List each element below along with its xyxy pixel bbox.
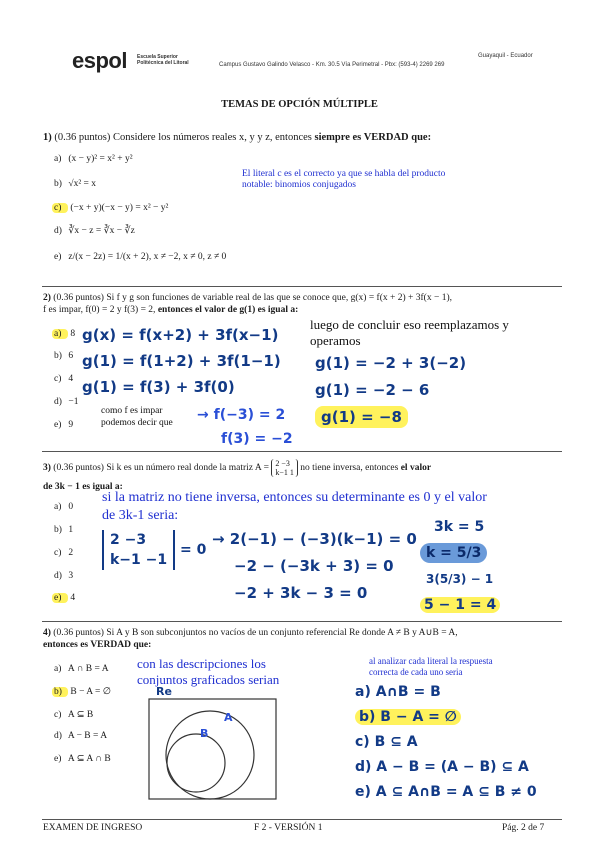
espol-logo: espol: [72, 48, 127, 73]
det-equals: = 0: [180, 542, 207, 558]
work-line: −2 − (−3k + 3) = 0: [234, 557, 394, 575]
footer-left: EXAMEN DE INGRESO: [43, 823, 143, 833]
question-text: (0.36 puntos) Si f y g son funciones de variable real de las que se conoce que, g(x) = f(x + 2) + 3f(x − 1),: [53, 293, 452, 303]
option-label: e): [54, 420, 62, 430]
divider: [42, 621, 562, 622]
q4-note-right: [369, 656, 493, 678]
referential-set-box: [149, 699, 276, 799]
q4-option-b: [52, 686, 111, 697]
option-text: 0: [68, 502, 74, 512]
q3-option-c: [54, 548, 73, 558]
q2-option-e: [54, 420, 73, 430]
note-line: notable: binomios conjugados: [242, 180, 356, 190]
option-label: e): [54, 754, 62, 764]
q3-handwritten-determinant: [102, 530, 206, 570]
divider: [42, 286, 562, 287]
question-number: 1): [43, 132, 52, 143]
q2-handwritten-work-left: [82, 322, 281, 400]
divider: [42, 451, 562, 452]
option-text: 1: [68, 525, 74, 535]
option-label: d): [54, 731, 62, 741]
work-line: g(1) = f(3) + 3f(0): [82, 378, 235, 396]
option-label: b): [54, 525, 62, 535]
option-text: √x² = x: [68, 179, 97, 189]
q2-typed-note-replace: [310, 317, 509, 349]
q1-option-b: [54, 179, 96, 189]
note-line: podemos decir que: [101, 418, 173, 428]
question-text: no tiene inversa, entonces: [300, 463, 401, 474]
option-text: A ⊆ A ∩ B: [67, 754, 111, 764]
institution-line-1: Escuela Superior: [137, 54, 178, 60]
option-text: 4: [68, 374, 74, 384]
option-label-highlighted: e): [52, 593, 68, 603]
option-text: −1: [68, 397, 79, 407]
q4-option-e: [54, 753, 111, 764]
work-line: g(x) = f(x+2) + 3f(x−1): [82, 326, 279, 344]
question-emphasis: entonces es VERDAD que:: [43, 640, 152, 650]
note-line: El literal c es el correcto ya que se habla del producto: [242, 169, 446, 179]
q4-option-c: [54, 709, 93, 720]
set-b-label: B: [200, 727, 209, 740]
q2-option-a: [52, 329, 75, 339]
option-text: ∛x − z = ∛x − ∛z: [68, 226, 135, 236]
note-line: con las descripciones los: [137, 656, 266, 671]
set-a-circle: [166, 711, 254, 799]
work-line: → 2(−1) − (−3)(k−1) = 0: [212, 530, 417, 548]
footer-divider: [42, 819, 562, 820]
work-line: f(3) = −2: [221, 431, 293, 447]
question-4-stem: [43, 627, 458, 651]
option-label: a): [54, 664, 62, 674]
option-label: b): [54, 179, 62, 189]
option-label-highlighted: c): [52, 203, 68, 213]
question-text: f es impar, f(0) = 2 y f(3) = 2,: [43, 305, 158, 315]
q3-option-b: [54, 525, 73, 535]
option-label: c): [54, 548, 62, 558]
question-emphasis: de 3k − 1 es igual a:: [43, 482, 123, 493]
q3-option-e: [52, 593, 75, 603]
option-label: c): [54, 710, 62, 720]
work-line: → f(−3) = 2: [197, 407, 286, 423]
matrix-row: 2 −3: [275, 459, 290, 468]
note-line: si la matriz no tiene inversa, entonces su determinante es 0 y el valor: [102, 490, 487, 505]
note-line: correcta de cada uno seria: [369, 667, 463, 677]
matrix-a: [271, 459, 298, 477]
q4-option-d: [54, 731, 107, 741]
q3-option-a: [54, 502, 73, 512]
institution-line-2: Politécnica del Litoral: [137, 60, 189, 66]
q3-handwritten-solution: [420, 514, 500, 618]
det-row: k−1 −1: [110, 552, 168, 568]
question-emphasis: el valor: [400, 463, 432, 474]
option-text: 9: [68, 420, 74, 430]
q4-option-a: [54, 664, 109, 674]
q1-option-c: [52, 203, 168, 213]
det-row: 2 −3: [110, 532, 147, 548]
q3-handwritten-work: [212, 526, 417, 607]
option-text: (−x + y)(−x − y) = x² − y²: [70, 203, 169, 213]
q2-option-c: [54, 374, 73, 384]
option-label: a): [54, 154, 62, 164]
q2-handwritten-work-mid: [197, 403, 293, 451]
note-line: como f es impar: [101, 406, 163, 416]
work-line: 3k = 5: [434, 519, 485, 535]
option-text: A ∩ B = A: [67, 664, 109, 674]
q2-typed-note-odd: [101, 405, 173, 429]
option-text: 4: [70, 593, 76, 603]
k-value-highlight: k = 5/3: [420, 543, 487, 563]
option-text: A ⊆ B: [67, 710, 94, 720]
question-text: (0.36 puntos) Considere los números reales x, y y z, entonces: [54, 132, 315, 143]
option-label: b): [54, 351, 62, 361]
re-label: Re: [156, 685, 172, 698]
option-text: B − A = ∅: [70, 687, 112, 697]
option-label: d): [54, 226, 62, 236]
note-line: luego de concluir eso reemplazamos y: [310, 317, 509, 332]
work-line: g(1) = f(1+2) + 3f(1−1): [82, 352, 281, 370]
question-2-stem: [43, 292, 452, 316]
header-address: Campus Gustavo Galindo Velasco - Km. 30.5 Vía Perimetral - Pbx: (593-4) 2269 269: [219, 62, 445, 68]
footer-right: Pág. 2 de 7: [502, 823, 545, 833]
q1-option-d: [54, 225, 135, 236]
analysis-line: c) B ⊆ A: [355, 734, 418, 750]
question-1-stem: [43, 132, 431, 143]
venn-svg: [148, 689, 278, 801]
analysis-line-highlight: b) B − A = ∅: [355, 709, 461, 725]
question-number: 4): [43, 628, 51, 638]
q3-option-d: [54, 571, 73, 581]
work-line-final: [420, 592, 500, 618]
header-city: Guayaquil - Ecuador: [478, 53, 533, 59]
question-emphasis: entonces el valor de g(1) es igual a:: [157, 305, 299, 315]
work-line: g(1) = −2 − 6: [315, 381, 430, 399]
final-answer-highlight: 5 − 1 = 4: [420, 597, 500, 613]
question-number: 2): [43, 293, 51, 303]
q4-note-left: [137, 656, 279, 688]
option-text: 2: [68, 548, 74, 558]
q1-option-e: [54, 252, 226, 262]
option-label: a): [54, 502, 62, 512]
work-line: g(1) = −2 + 3(−2): [315, 354, 467, 372]
set-b-circle: [167, 734, 225, 792]
q2-option-b: [54, 351, 73, 361]
option-label-highlighted: b): [52, 687, 68, 697]
q4-handwritten-analysis: [355, 680, 537, 805]
q1-explanation-note: [242, 169, 445, 191]
work-line: −2 + 3k − 3 = 0: [234, 584, 368, 602]
analysis-line: d) A − B = (A − B) ⊆ A: [355, 759, 529, 775]
note-line: operamos: [310, 333, 361, 348]
question-text: (0.36 puntos) Si k es un número real donde la matriz A =: [53, 463, 272, 474]
question-number: 3): [43, 463, 51, 474]
page-title: TEMAS DE OPCIÓN MÚLTIPLE: [221, 99, 378, 110]
question-emphasis: siempre es VERDAD que:: [314, 132, 432, 143]
option-text: z/(x − 2z) = 1/(x + 2), x ≠ −2, x ≠ 0, z ≠ 0: [68, 252, 227, 262]
set-a-label: A: [224, 711, 233, 724]
question-text: (0.36 puntos) Si A y B son subconjuntos no vacíos de un conjunto referencial Re donde A ≠ B y A∪B = A,: [53, 628, 458, 638]
option-text: A − B = A: [67, 731, 108, 741]
final-answer-highlight: g(1) = −8: [315, 406, 408, 428]
option-label: d): [54, 397, 62, 407]
option-text: 6: [68, 351, 74, 361]
q1-option-a: [54, 154, 133, 164]
option-text: 3: [68, 571, 74, 581]
option-text: (x − y)² = x² + y²: [68, 154, 133, 164]
matrix-row: k−1 1: [275, 468, 294, 477]
option-label: d): [54, 571, 62, 581]
option-text: 8: [70, 329, 76, 339]
analysis-line: e) A ⊆ A∩B = A ⊆ B ≠ 0: [355, 784, 537, 800]
q2-handwritten-work-right: [315, 350, 466, 431]
option-label: e): [54, 252, 62, 262]
note-line: al analizar cada literal la respuesta: [369, 656, 493, 666]
analysis-line: a) A∩B = B: [355, 684, 441, 700]
institution-name: [137, 54, 189, 66]
note-line: conjuntos graficados serian: [137, 672, 280, 687]
option-label: c): [54, 374, 62, 384]
q2-option-d: [54, 397, 78, 407]
option-label-highlighted: a): [52, 329, 68, 339]
venn-diagram: [148, 685, 278, 801]
footer-center: F 2 - VERSIÓN 1: [254, 823, 323, 833]
work-line: 3(5/3) − 1: [426, 572, 494, 586]
note-line: de 3k-1 seria:: [102, 508, 179, 523]
